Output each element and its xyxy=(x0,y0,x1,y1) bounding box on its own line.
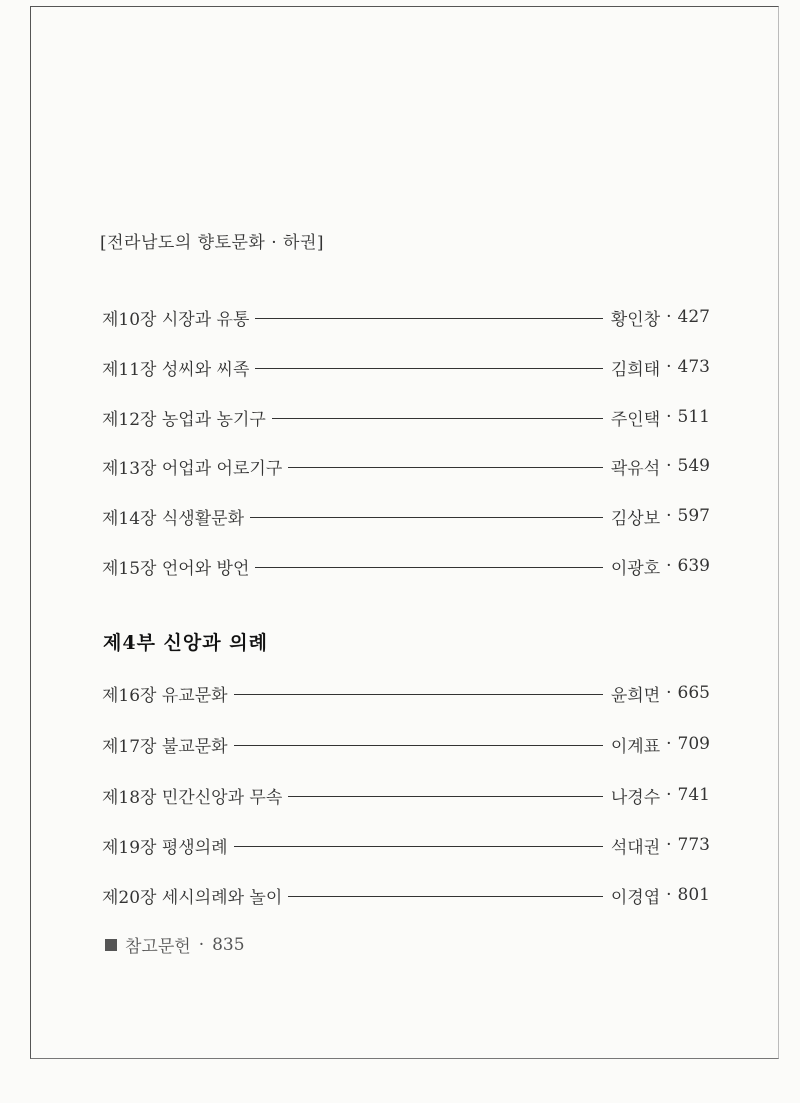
separator-dot: · xyxy=(666,506,672,526)
toc-author: 나경수 xyxy=(610,787,661,808)
toc-page-number: 741 xyxy=(677,785,710,805)
toc-title: 제18장 민간신앙과 무속 xyxy=(102,787,283,808)
toc-entry-ch12[interactable] xyxy=(102,404,710,430)
separator-dot: · xyxy=(666,885,672,905)
toc-title: 제10장 시장과 유통 xyxy=(102,309,250,330)
toc-page-number: 773 xyxy=(677,835,710,855)
square-bullet-icon xyxy=(105,939,117,951)
leader-line xyxy=(288,467,603,468)
leader-line xyxy=(250,517,603,518)
separator-dot: · xyxy=(666,456,672,476)
toc-entry-ch14[interactable] xyxy=(102,503,710,529)
toc-page-number: 427 xyxy=(677,307,710,327)
separator-dot: · xyxy=(666,307,672,327)
toc-author: 김희태 xyxy=(610,359,661,380)
toc-author: 주인택 xyxy=(610,409,661,430)
separator-dot: · xyxy=(666,734,672,754)
toc-author: 황인창 xyxy=(610,309,661,330)
toc-author: 이계표 xyxy=(610,736,661,757)
toc-page-number: 709 xyxy=(677,734,710,754)
toc-title: 제16장 유교문화 xyxy=(102,685,228,706)
toc-title: 제14장 식생활문화 xyxy=(102,508,244,529)
toc-author: 곽유석 xyxy=(610,458,661,479)
toc-title: 제20장 세시의례와 놀이 xyxy=(102,887,283,908)
toc-page-number: 639 xyxy=(677,556,710,576)
leader-line xyxy=(255,318,602,319)
toc-page-number: 473 xyxy=(677,357,710,377)
toc-page-number: 665 xyxy=(677,683,710,703)
part-title: 제4부 신앙과 의례 xyxy=(103,632,268,654)
toc-title: 제13장 어업과 어로기구 xyxy=(102,458,283,479)
toc-title: 제12장 농업과 농기구 xyxy=(102,409,266,430)
toc-entry-ch18[interactable] xyxy=(102,782,710,808)
toc-entry-ch13[interactable] xyxy=(102,453,710,479)
leader-line xyxy=(255,567,602,568)
leader-line xyxy=(234,745,603,746)
toc-author: 김상보 xyxy=(610,508,661,529)
toc-entry-ch19[interactable] xyxy=(102,832,710,858)
toc-page-number: 549 xyxy=(677,456,710,476)
toc-page-number: 801 xyxy=(677,885,710,905)
toc-entry-ch11[interactable] xyxy=(102,354,710,380)
toc-entry-ch10[interactable] xyxy=(102,304,710,330)
section-header: [전라남도의 향토문화 · 하권] xyxy=(100,233,325,253)
toc-page-number: 597 xyxy=(677,506,710,526)
toc-title: 제15장 언어와 방언 xyxy=(102,558,250,579)
toc-author: 이경엽 xyxy=(610,887,661,908)
references-page-number: 835 xyxy=(212,934,245,955)
references-label: 참고문헌 xyxy=(125,937,191,957)
separator-dot: · xyxy=(666,407,672,427)
toc-author: 석대권 xyxy=(610,837,661,858)
separator-dot: · xyxy=(666,357,672,377)
toc-entry-ch20[interactable] xyxy=(102,882,710,908)
toc-author: 윤희면 xyxy=(610,685,661,706)
toc-entry-ch16[interactable] xyxy=(102,680,710,706)
leader-line xyxy=(234,846,603,847)
leader-line xyxy=(255,368,602,369)
separator-dot: · xyxy=(666,556,672,576)
separator-dot: · xyxy=(666,835,672,855)
toc-entry-ch15[interactable] xyxy=(102,553,710,579)
toc-author: 이광호 xyxy=(610,558,661,579)
leader-line xyxy=(288,896,603,897)
separator-dot: · xyxy=(198,934,205,955)
toc-page-number: 511 xyxy=(677,407,710,427)
separator-dot: · xyxy=(666,785,672,805)
separator-dot: · xyxy=(666,683,672,703)
leader-line xyxy=(288,796,603,797)
leader-line xyxy=(272,418,603,419)
toc-title: 제19장 평생의례 xyxy=(102,837,228,858)
toc-entry-ch17[interactable] xyxy=(102,731,710,757)
references-entry[interactable] xyxy=(105,932,245,957)
toc-title: 제11장 성씨와 씨족 xyxy=(102,359,250,380)
leader-line xyxy=(234,694,603,695)
toc-title: 제17장 불교문화 xyxy=(102,736,228,757)
